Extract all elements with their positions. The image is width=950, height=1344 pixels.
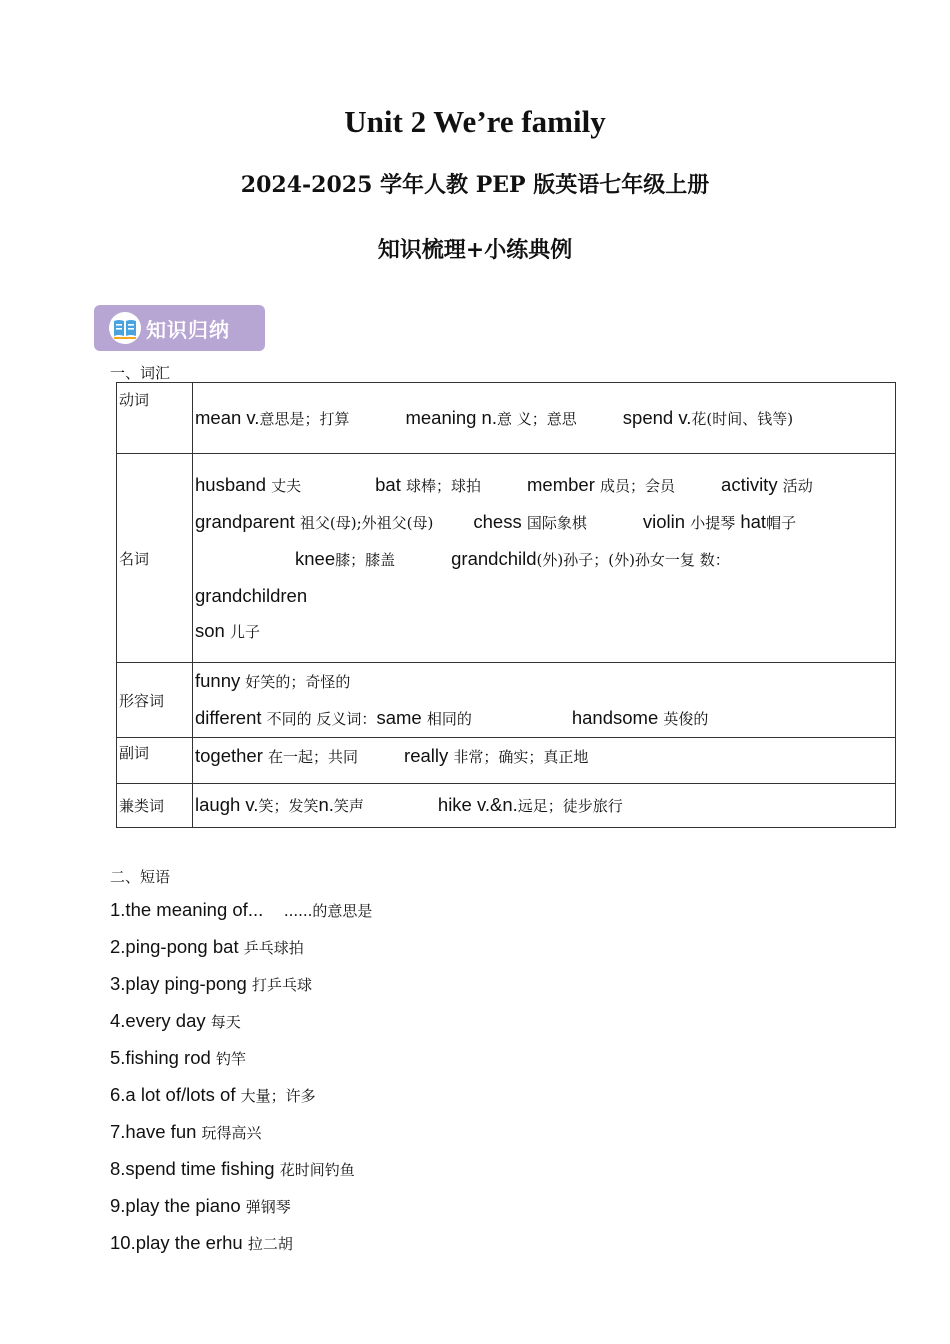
vocab-row-noun — [117, 454, 896, 663]
section-banner — [94, 305, 265, 351]
page-title: Unit 2 We’re family — [344, 104, 606, 139]
vocab-words: funny 好笑的；奇怪的 different 不同的 反义词：same 相同的 handsome 英俊的 — [193, 663, 896, 738]
vocab-words: husband 丈夫 bat 球棒；球拍 member 成员；会员 activity 活动 grandparent 祖父(母);外祖父(母) chess 国际象棋 violin 小提琴 hat帽子knee膝；膝盖 grandchild(外)孙子；(外)孙女一复 数： grandchildren son 儿子 — [193, 454, 896, 663]
list-item: 3.play ping-pong 打乒乓球 — [110, 973, 312, 994]
list-item: 10.play the erhu 拉二胡 — [110, 1232, 293, 1253]
list-item: 2.ping-pong bat 乒乓球拍 — [110, 936, 304, 957]
vocab-row-adv — [117, 738, 896, 784]
page-subtitle-secondary: 知识梳理+小练典例 — [377, 237, 573, 263]
list-item: 9.play the piano 弹钢琴 — [110, 1195, 291, 1216]
section-heading-phrases: 二、短语 — [110, 868, 171, 886]
section-heading-vocab: 一、词汇 — [110, 364, 171, 382]
vocab-words: mean v.意思是；打算 meaning n.意 义；意思 spend v.花(时间、钱等) — [193, 383, 896, 454]
list-item: 5.fishing rod 钓竿 — [110, 1047, 246, 1068]
category-label: 形容词 — [117, 663, 193, 738]
vocab-row-adj — [117, 663, 896, 738]
vocab-words: together 在一起；共同 really 非常；确实；真正地 — [193, 738, 896, 784]
vocab-row-multi — [117, 784, 896, 828]
category-label: 动词 — [117, 383, 193, 454]
category-label: 名词 — [117, 454, 193, 663]
book-icon — [108, 311, 142, 345]
list-item: 8.spend time fishing 花时间钓鱼 — [110, 1158, 355, 1179]
vocab-words: laugh v.笑；发笑n.笑声 hike v.&n.远足；徒步旅行 — [193, 784, 896, 828]
category-label: 兼类词 — [117, 784, 193, 828]
list-item: 6.a lot of/lots of 大量；许多 — [110, 1084, 316, 1105]
banner-label: 知识归纳 — [146, 317, 230, 342]
list-item: 7.have fun 玩得高兴 — [110, 1121, 262, 1142]
category-label: 副词 — [117, 738, 193, 784]
list-item: 1.the meaning of... ......的意思是 — [110, 899, 373, 920]
vocab-row-verb — [117, 383, 896, 454]
vocab-table — [116, 382, 896, 828]
page-subtitle: 2024-2025 学年人教 PEP 版英语七年级上册 — [240, 172, 710, 198]
list-item: 4.every day 每天 — [110, 1010, 241, 1031]
